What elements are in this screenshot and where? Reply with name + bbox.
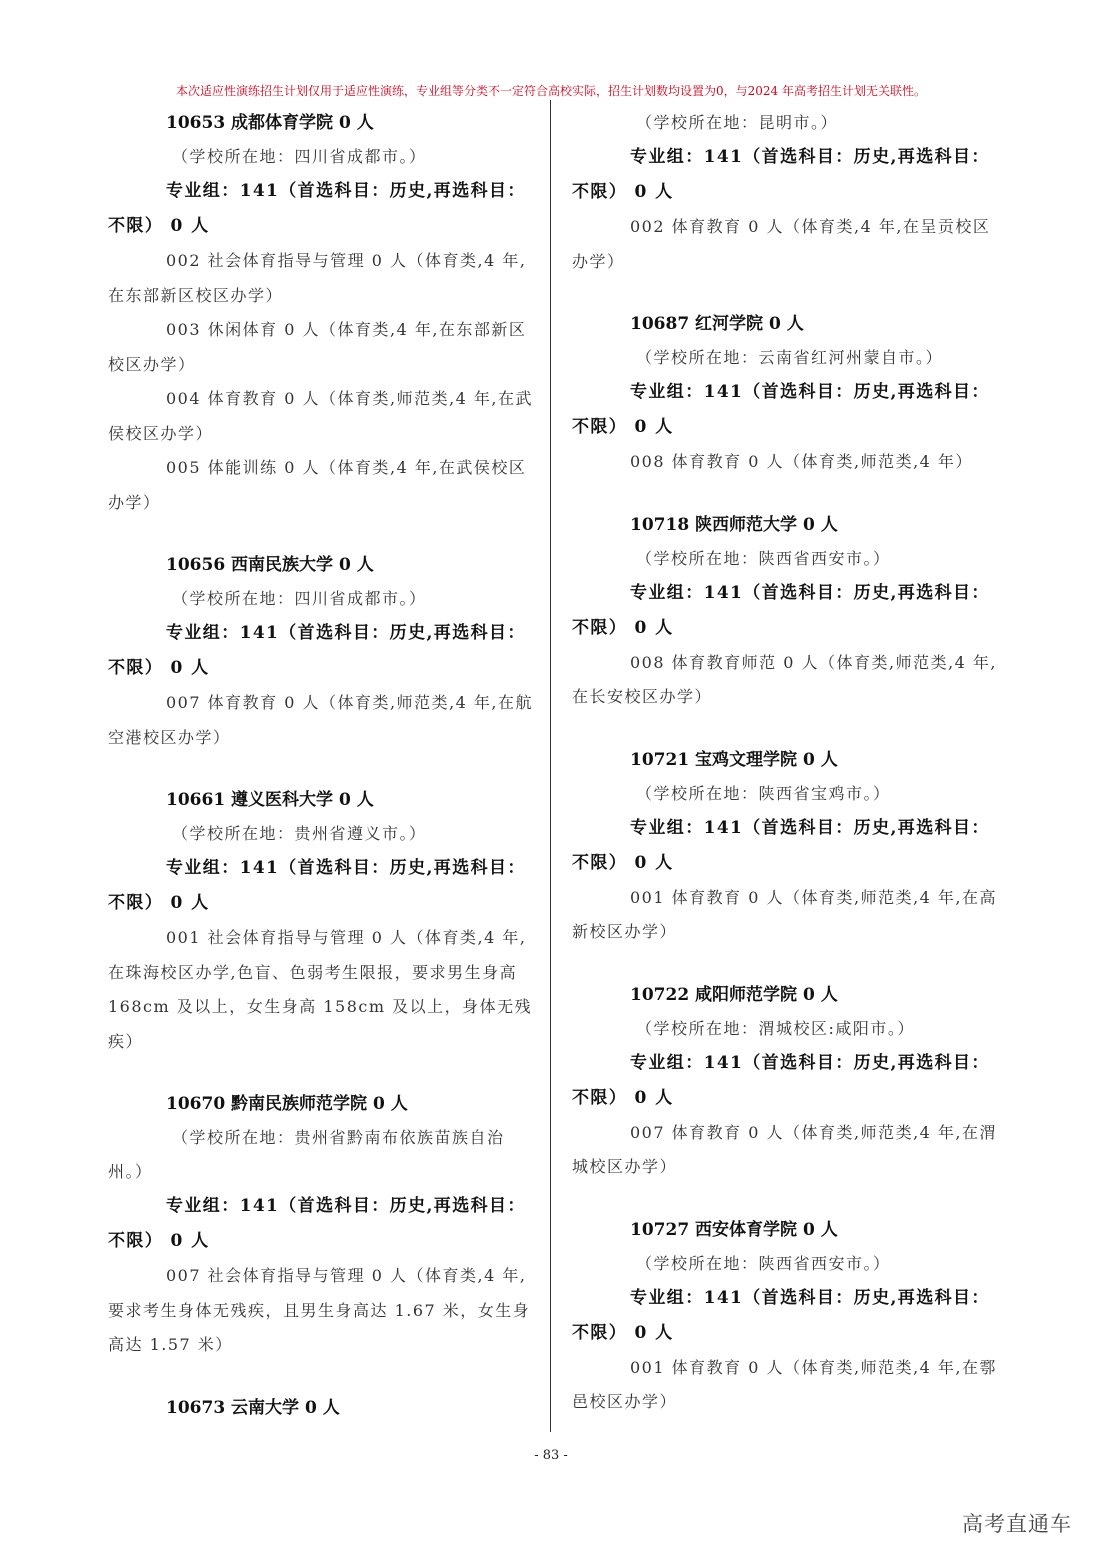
major-group-line1: 专业组：141（首选科目：历史,再选科目：: [630, 1287, 990, 1308]
school-title: 10718 陕西师范大学 0 人: [630, 514, 838, 535]
school-title: 10653 成都体育学院 0 人: [166, 113, 374, 133]
major-group-line1: 专业组：141（首选科目：历史,再选科目：: [630, 382, 990, 402]
school-location: （学校所在地：昆明市。）: [636, 113, 839, 132]
major-item: 001 社会体育指导与管理 0 人（体育类,4 年,在珠海校区办学,色盲、色弱考生限报，要求男生身高 168cm 及以上，女生身高 158cm 及以上，身体无残疾）: [108, 928, 533, 1051]
major-group-line1: 专业组：141（首选科目：历史,再选科目：: [166, 1196, 526, 1216]
brand-watermark: 高考直通车: [962, 1512, 1072, 1536]
page-number: - 83 -: [534, 1448, 568, 1463]
school-title: 10661 遵义医科大学 0 人: [166, 790, 374, 810]
school-entry: [108, 783, 534, 1059]
school-title: 10721 宝鸡文理学院 0 人: [630, 749, 838, 770]
major-item: 002 社会体育指导与管理 0 人（体育类,4 年,在东部新区校区办学）: [108, 251, 527, 305]
major-group-line1: 专业组：141（首选科目：历史,再选科目：: [630, 817, 990, 838]
school-entry: [572, 307, 998, 480]
major-group-line2: 不限） 0 人: [108, 1231, 210, 1251]
school-entry: [572, 743, 998, 950]
spacer: [572, 480, 998, 508]
school-title: 10722 咸阳师范学院 0 人: [630, 984, 838, 1005]
major-group-line2: 不限） 0 人: [108, 216, 210, 236]
left-column: [108, 106, 534, 1425]
major-group-line2: 不限） 0 人: [572, 617, 674, 638]
major-group-line2: 不限） 0 人: [572, 417, 674, 437]
column-divider: [550, 100, 551, 1432]
major-item: 001 体育教育 0 人（体育类,师范类,4 年,在鄠邑校区办学）: [572, 1357, 998, 1411]
school-location: （学校所在地：渭城校区:咸阳市。）: [636, 1018, 915, 1038]
major-group-line2: 不限） 0 人: [108, 893, 210, 913]
major-item: 007 体育教育 0 人（体育类,师范类,4 年,在渭城校区办学）: [572, 1122, 998, 1176]
spacer: [572, 1185, 998, 1213]
major-group-line1: 专业组：141（首选科目：历史,再选科目：: [166, 858, 526, 878]
major-item: 005 体能训练 0 人（体育类,4 年,在武侯校区办学）: [108, 458, 527, 512]
school-title: 10687 红河学院 0 人: [630, 314, 804, 334]
school-entry-continued: [572, 106, 998, 279]
major-item: 008 体育教育师范 0 人（体育类,师范类,4 年,在长安校区办学）: [572, 652, 998, 706]
major-group-line2: 不限） 0 人: [572, 852, 674, 873]
major-group-line1: 专业组：141（首选科目：历史,再选科目：: [630, 147, 990, 167]
school-location: （学校所在地：陕西省西安市。）: [636, 1253, 891, 1273]
major-group-line1: 专业组：141（首选科目：历史,再选科目：: [630, 582, 990, 603]
school-title: 10727 西安体育学院 0 人: [630, 1219, 838, 1240]
school-entry: [572, 508, 998, 715]
spacer: [108, 1363, 534, 1391]
spacer: [572, 279, 998, 307]
major-group-line1: 专业组：141（首选科目：历史,再选科目：: [630, 1052, 990, 1073]
school-entry: [108, 1391, 534, 1425]
spacer: [108, 520, 534, 548]
school-location: （学校所在地：陕西省西安市。）: [636, 548, 891, 568]
major-item: 008 体育教育 0 人（体育类,师范类,4 年）: [630, 452, 973, 471]
major-group-line2: 不限） 0 人: [572, 182, 674, 202]
school-location: （学校所在地：贵州省黔南布依族苗族自治州。）: [108, 1128, 505, 1181]
major-group-line2: 不限） 0 人: [108, 658, 210, 678]
right-column: [572, 106, 998, 1420]
major-item: 001 体育教育 0 人（体育类,师范类,4 年,在高新校区办学）: [572, 887, 998, 941]
disclaimer-notice: 本次适应性演练招生计划仅用于适应性演练，专业组等分类不一定符合高校实际，招生计划数均设置为0，与2024 年高考招生计划无关联性。: [176, 84, 926, 98]
school-location: （学校所在地：四川省成都市。）: [172, 147, 427, 166]
school-title: 10656 西南民族大学 0 人: [166, 555, 374, 575]
major-group-line1: 专业组：141（首选科目：历史,再选科目：: [166, 181, 526, 201]
spacer: [572, 950, 998, 978]
school-entry: [572, 978, 998, 1185]
spacer: [108, 1059, 534, 1087]
spacer: [108, 755, 534, 783]
major-item: 007 社会体育指导与管理 0 人（体育类,4 年,要求考生身体无残疾，且男生身高达 1.67 米，女生身高达 1.57 米）: [108, 1266, 531, 1354]
major-group-line1: 专业组：141（首选科目：历史,再选科目：: [166, 623, 526, 643]
major-group-line2: 不限） 0 人: [572, 1087, 674, 1108]
school-title: 10673 云南大学 0 人: [166, 1397, 340, 1418]
school-entry: [108, 106, 534, 520]
major-item: 007 体育教育 0 人（体育类,师范类,4 年,在航空港校区办学）: [108, 693, 534, 747]
major-item: 003 休闲体育 0 人（体育类,4 年,在东部新区校区办学）: [108, 320, 527, 374]
school-location: （学校所在地：四川省成都市。）: [172, 589, 427, 608]
school-entry: [572, 1213, 998, 1420]
school-title: 10670 黔南民族师范学院 0 人: [166, 1094, 408, 1114]
spacer: [572, 715, 998, 743]
school-location: （学校所在地：陕西省宝鸡市。）: [636, 783, 891, 803]
major-item: 004 体育教育 0 人（体育类,师范类,4 年,在武侯校区办学）: [108, 389, 534, 443]
school-entry: [108, 1087, 534, 1363]
major-item: 002 体育教育 0 人（体育类,4 年,在呈贡校区办学）: [572, 217, 991, 271]
school-location: （学校所在地：贵州省遵义市。）: [172, 824, 427, 843]
school-location: （学校所在地：云南省红河州蒙自市。）: [636, 348, 944, 367]
major-group-line2: 不限） 0 人: [572, 1322, 674, 1343]
school-entry: [108, 548, 534, 755]
